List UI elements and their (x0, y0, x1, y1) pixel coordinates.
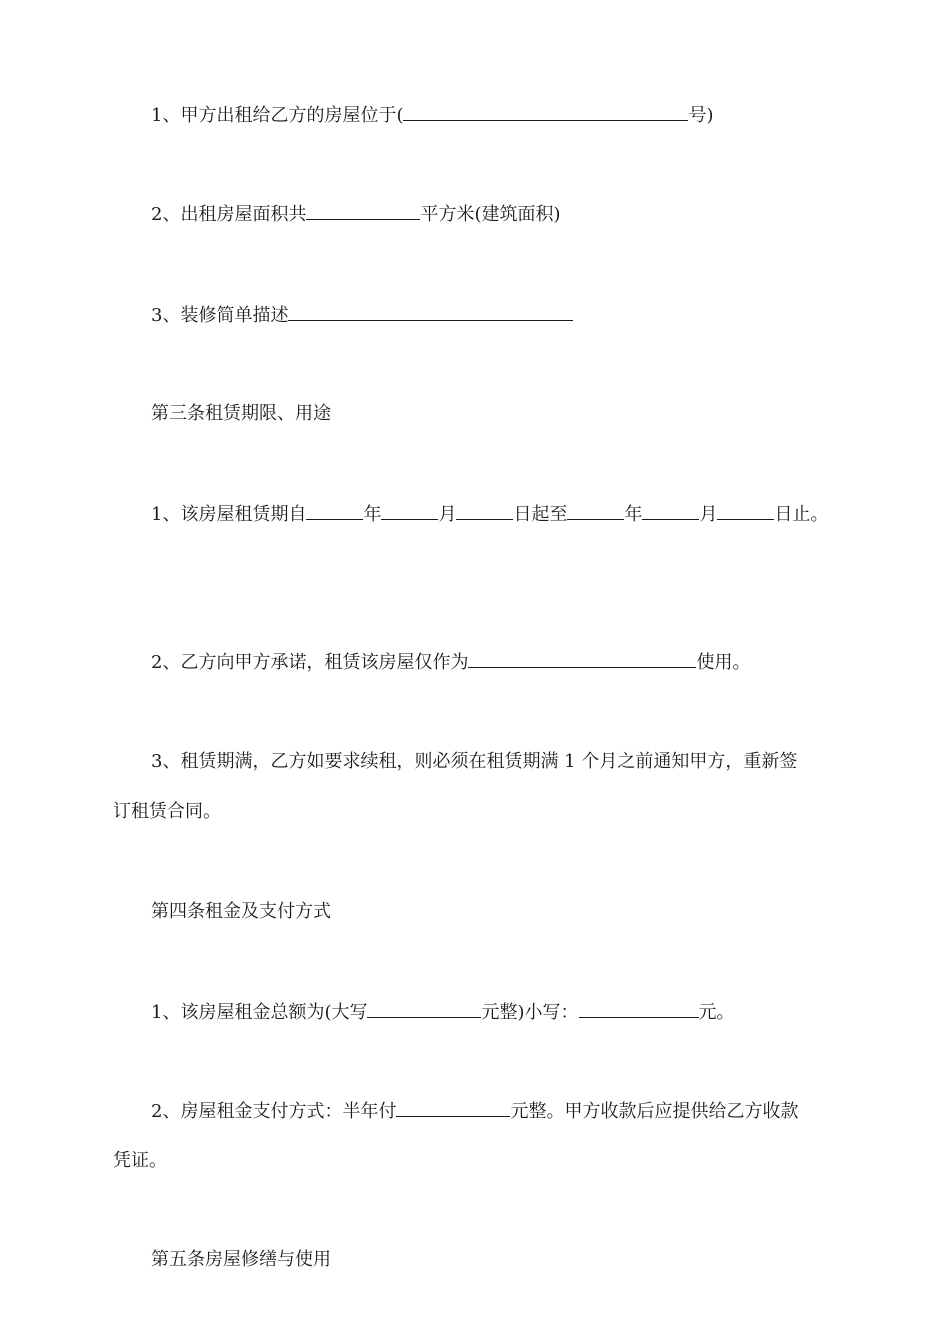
payment-text-2: 凭证。 (113, 1150, 167, 1171)
address-blank[interactable] (403, 103, 688, 121)
payment-text: 2、房屋租金支付方式：半年付 (151, 1101, 397, 1122)
clause-location-text: 1、甲方出租给乙方的房屋位于( (151, 105, 404, 126)
article-4-heading-text: 第四条租金及支付方式 (151, 901, 331, 922)
total-rent-number-blank[interactable] (579, 1000, 699, 1018)
clause-location (0, 103, 950, 128)
end-day-blank[interactable] (717, 502, 774, 520)
clause-decoration-text: 3、装修简单描述 (151, 305, 289, 326)
total-rent-mid: 元整)小写： (481, 1002, 579, 1023)
total-rent-words-blank[interactable] (367, 1000, 481, 1018)
term-month-2: 月 (699, 504, 718, 525)
renew-text-1: 3、租赁期满，乙方如要求续租，则必须在租赁期满 1 个月之前通知甲方，重新签 (151, 751, 798, 772)
area-blank[interactable] (306, 202, 420, 220)
clause-payment-line-1 (0, 1099, 950, 1124)
total-rent-text: 1、该房屋租金总额为(大写 (151, 1002, 368, 1023)
start-month-blank[interactable] (381, 502, 438, 520)
clause-decoration (0, 303, 950, 328)
term-day-1: 日起至 (513, 504, 568, 525)
decoration-blank[interactable] (288, 303, 573, 321)
clause-total-rent (0, 1000, 950, 1025)
article-3-heading (0, 402, 950, 426)
term-month-1: 月 (438, 504, 457, 525)
renew-text-2: 订租赁合同。 (113, 801, 221, 822)
clause-term (0, 502, 950, 527)
article-4-heading (0, 900, 950, 924)
term-day-2: 日止。 (774, 504, 829, 525)
clause-area-text: 2、出租房屋面积共 (151, 204, 307, 225)
article-3-heading-text: 第三条租赁期限、用途 (151, 403, 331, 424)
use-suffix: 使用。 (696, 652, 751, 673)
term-year-1: 年 (363, 504, 382, 525)
clause-area (0, 202, 950, 227)
clause-area-suffix: 平方米(建筑面积) (420, 204, 561, 225)
payment-amount-blank[interactable] (396, 1099, 510, 1117)
end-year-blank[interactable] (567, 502, 624, 520)
use-text: 2、乙方向甲方承诺，租赁该房屋仅作为 (151, 652, 469, 673)
use-blank[interactable] (468, 650, 696, 668)
clause-renew-line-1 (0, 750, 950, 774)
clause-renew-line-2 (0, 800, 950, 824)
payment-suffix: 元整。甲方收款后应提供给乙方收款 (510, 1101, 799, 1122)
total-rent-suffix: 元。 (698, 1002, 735, 1023)
term-text: 1、该房屋租赁期自 (151, 504, 307, 525)
start-day-blank[interactable] (456, 502, 513, 520)
term-year-2: 年 (624, 504, 643, 525)
end-month-blank[interactable] (642, 502, 699, 520)
article-5-heading (0, 1248, 950, 1272)
article-5-heading-text: 第五条房屋修缮与使用 (151, 1249, 331, 1270)
clause-location-suffix: 号) (688, 105, 714, 126)
clause-payment-line-2 (0, 1149, 950, 1173)
clause-use (0, 650, 950, 675)
start-year-blank[interactable] (306, 502, 363, 520)
